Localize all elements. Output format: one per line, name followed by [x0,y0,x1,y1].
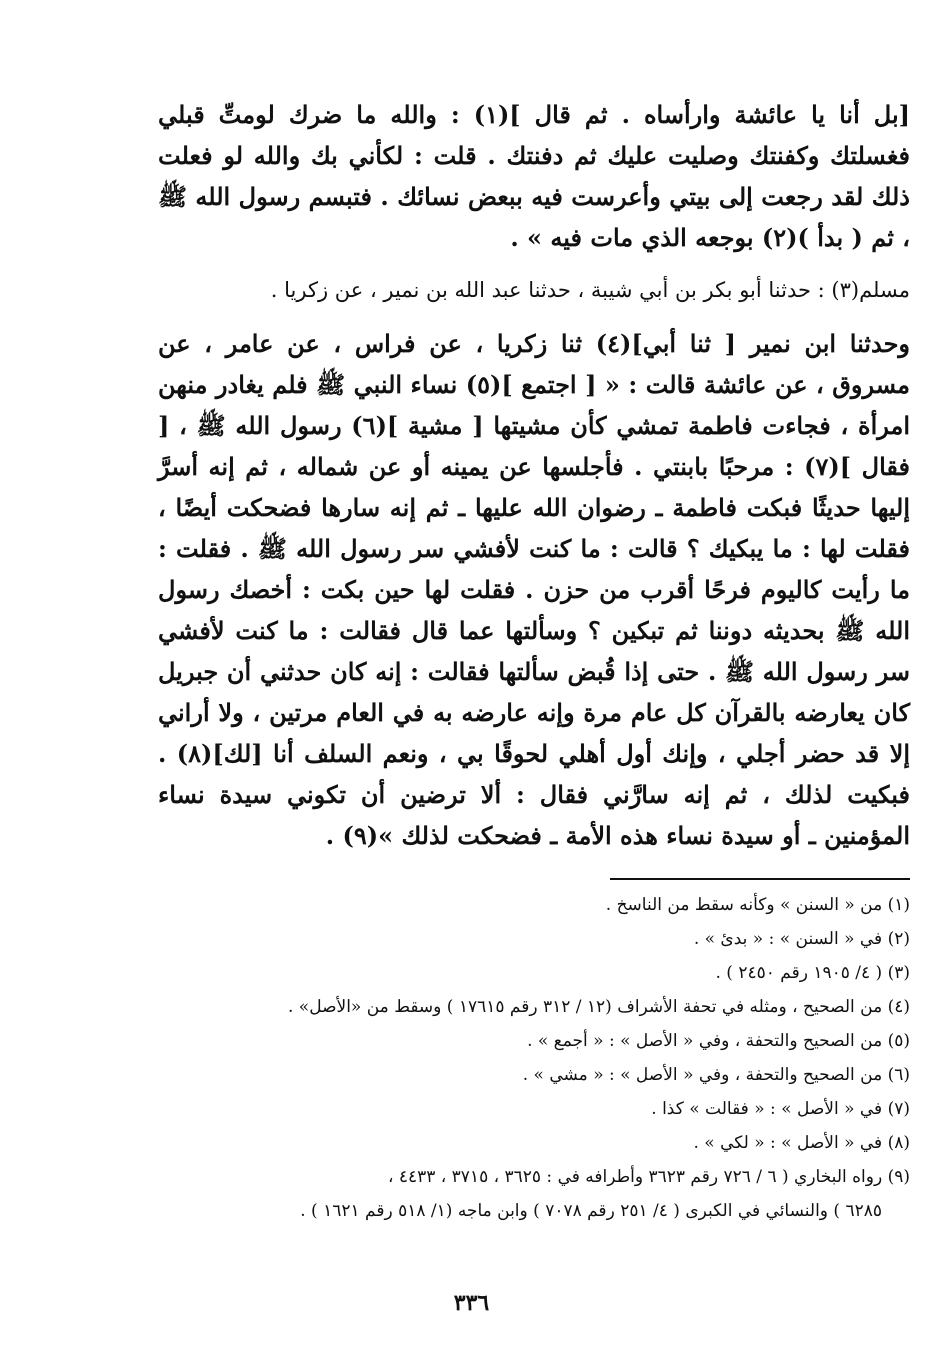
footnote-text: (٣) ( ٤/ ١٩٠٥ رقم ٢٤٥٠ ) . [715,963,910,983]
footnote-item [30,1024,910,1058]
paragraph-1: [بل أنا يا عائشة وارأساه . ثم قال ](١) : والله ما ضرك لومتِّ قبلي فغسلتك وكفنتك وصليت عليك ثم دفنتك . قلت : لكأني بك والله لو فعلت ذلك لقد رجعت إلى بيتي وأعرست فيه ببعض نسائك . فتبسم رسول الله ﷺ ، ثم ( بدأ )(٢) بوجعه الذي مات فيه » . [158,100,910,252]
footnotes-list [30,888,910,1228]
footnote-text: (٨) في « الأصل » : « لكي » . [693,1133,910,1153]
page-number: ٣٣٦ [453,1290,490,1316]
footnote-continuation: ٦٢٨٥ ) والنسائي في الكبرى ( ٤/ ٢٥١ رقم ٧٠٧٨ ) وابن ماجه (١/ ٥١٨ رقم ١٦٢١ ) . [300,1201,882,1221]
footnote-item [30,1092,910,1126]
footnote-text: (٦) من الصحيح والتحفة ، وفي « الأصل » : « مشي » . [522,1065,910,1085]
footnote-text: (٢) في « السنن » : « بدئ » . [693,929,910,949]
footnote-item [30,990,910,1024]
footnote-text: (٧) في « الأصل » : « فقالت » كذا . [651,1099,910,1119]
paragraph-hadith: وحدثنا ابن نمير [ ثنا أبي](٤) ثنا زكريا ، عن فراس ، عن عامر ، عن مسروق ، عن عائشة قالت : « [ اجتمع ](٥) نساء النبي ﷺ فلم يغادر منهن امرأة ، فجاءت فاطمة تمشي كأن مشيتها [ مشية ](٦) رسول الله ﷺ ، [ فقال ](٧) : مرحبًا بابنتي . فأجلسها عن يمينه أو عن شماله ، ثم إنه أسرَّ إليها حديثًا فبكت فاطمة ـ رضوان الله عليها ـ ثم إنه سارها فضحكت أيضًا ، فقلت لها : ما يبكيك ؟ قالت : ما كنت لأفشي سر رسول الله ﷺ . فقلت : ما رأيت كاليوم فرحًا أقرب من حزن . فقلت لها حين بكت : أخصك رسول الله ﷺ بحديثه دوننا ثم تبكين ؟ وسألتها عما قال فقالت : ما كنت لأفشي سر رسول الله ﷺ . حتى إذا قُبض سألتها فقالت : إنه كان حدثني أن جبريل كان يعارضه بالقرآن كل عام مرة وإنه عارضه به في العام مرتين ، ولا أراني إلا قد حضر أجلي ، وإنك أول أهلي لحوقًا بي ، ونعم السلف أنا [لك](٨) . فبكيت لذلك ، ثم إنه سارَّني فقال : ألا ترضين أن تكوني سيدة نساء المؤمنين ـ أو سيدة نساء هذه الأمة ـ فضحكت لذلك »(٩) . [158,329,911,850]
footnote-text: (٤) من الصحيح ، ومثله في تحفة الأشراف (١٢ / ٣١٢ رقم ١٧٦١٥ ) وسقط من «الأصل» . [288,997,910,1017]
paragraph-isnad: مسلم(٣) : حدثنا أبو بكر بن أبي شيبة ، حدثنا عبد الله بن نمير ، عن زكريا . [270,278,910,302]
footnote-text: (١) من « السنن » وكأنه سقط من الناسخ . [605,895,910,915]
footnote-item [30,1126,910,1160]
footnote-item [30,1160,910,1228]
footnote-item [30,922,910,956]
footnote-item [30,1058,910,1092]
footnote-separator [610,878,910,880]
main-text-block [158,94,910,856]
footnote-item [30,888,910,922]
footnote-text: (٥) من الصحيح والتحفة ، وفي « الأصل » : « أجمع » . [527,1031,910,1051]
footnote-text: (٩) رواه البخاري ( ٦ / ٧٢٦ رقم ٣٦٢٣ وأطرافه في : ٣٦٢٥ ، ٣٧١٥ ، ٤٤٣٣ ، [387,1167,910,1187]
footnote-item [30,956,910,990]
